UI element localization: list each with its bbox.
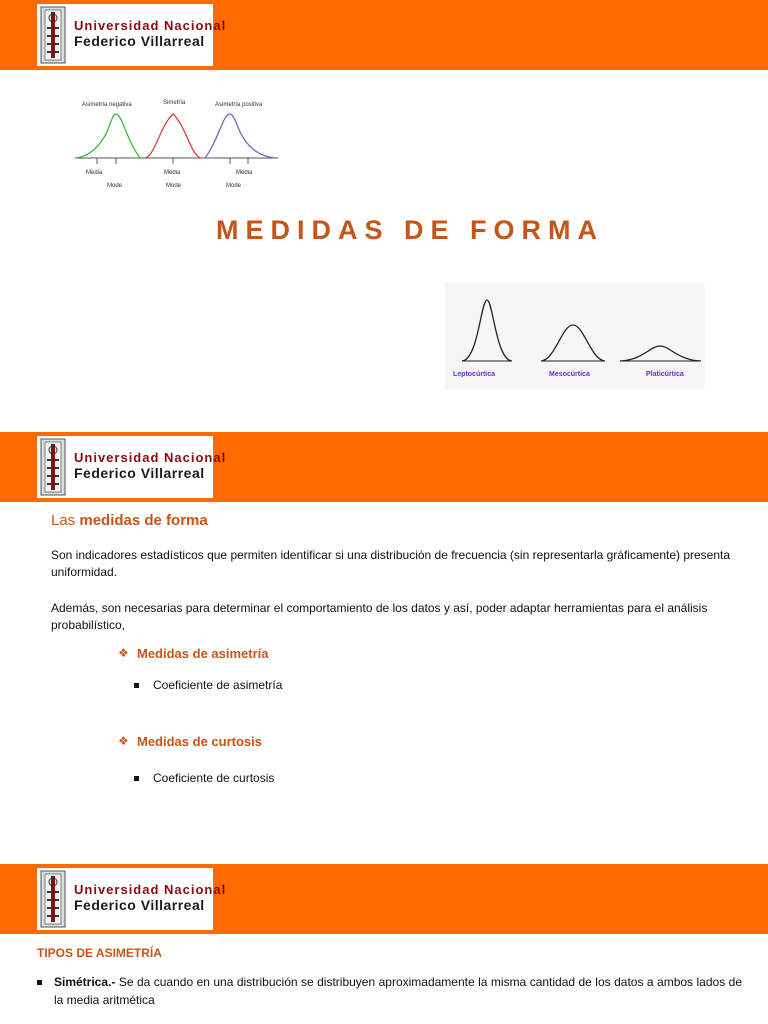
logo-line-2: Federico Villarreal (74, 33, 205, 49)
subheading-asymmetry: Medidas de asimetría (137, 646, 269, 661)
label-media-2: Media (164, 170, 181, 176)
diamond-bullet-icon: ❖ (118, 646, 129, 660)
square-bullet-icon (37, 980, 42, 985)
term-definition: Se da cuando en una distribución se distribuyen aproximadamente la misma cantidad de los datos a ambos lados de la media aritmética (54, 975, 742, 1007)
section-heading (51, 512, 208, 529)
item-asymmetry-coefficient: Coeficiente de asimetría (153, 678, 283, 692)
logo-line-1: Universidad Nacional (74, 450, 227, 465)
paragraph-definition: Son indicadores estadísticos que permiten identificar si una distribución de frecuencia (sin representarla gráficamente) presenta uniformidad. (51, 548, 731, 579)
crest-icon (40, 438, 66, 496)
label-media-1: Media (86, 170, 103, 176)
square-bullet-icon (134, 776, 139, 781)
label-platykurtic: Platicúrtica (646, 371, 684, 378)
label-media-3: Media (236, 170, 253, 176)
logo-line-1: Universidad Nacional (74, 18, 227, 33)
label-symmetric: Simetría (163, 100, 186, 106)
crest-icon (40, 6, 66, 64)
label-mesokurtic: Mesocúrtica (549, 371, 590, 378)
kurtosis-figure (445, 282, 705, 390)
label-mode-3: Mode (226, 183, 242, 189)
negative-skew-curve (76, 114, 140, 158)
diamond-bullet-icon: ❖ (118, 734, 129, 748)
slide-header (0, 432, 768, 502)
mesokurtic-curve (541, 325, 605, 361)
subheading-kurtosis: Medidas de curtosis (137, 734, 262, 749)
university-logo (37, 4, 227, 66)
label-mode-1: Mode (107, 183, 123, 189)
label-positive: Asimetría positiva (215, 102, 263, 108)
slide-2 (0, 432, 768, 846)
leptokurtic-curve (462, 300, 512, 361)
term-symmetric: Simétrica.- (54, 975, 116, 989)
square-bullet-icon (134, 683, 139, 688)
symmetric-definition (54, 973, 742, 1009)
logo-line-2: Federico Villarreal (74, 897, 205, 913)
paragraph-purpose: Además, son necesarias para determinar el comportamiento de los datos y así, poder adaptar herramientas para el análisis probabilístico, (51, 601, 708, 632)
item-kurtosis-coefficient: Coeficiente de curtosis (153, 771, 275, 785)
slide-header (0, 0, 768, 70)
heading-prefix: Las (51, 512, 80, 529)
slide-header (0, 864, 768, 934)
logo-line-2: Federico Villarreal (74, 465, 205, 481)
heading-bold: medidas de forma (79, 512, 208, 529)
university-logo (37, 868, 227, 930)
platykurtic-curve (620, 346, 701, 361)
crest-icon (40, 870, 66, 928)
label-negative: Asimetría negativa (82, 102, 132, 108)
section-heading: TIPOS DE ASIMETRÍA (37, 946, 162, 960)
slide-1 (0, 0, 768, 414)
label-leptokurtic: Leptocúrtica (453, 371, 496, 378)
asymmetry-figure (70, 96, 285, 201)
university-logo (37, 436, 227, 498)
slide-title: MEDIDAS DE FORMA (216, 215, 604, 245)
slide-3 (0, 864, 768, 1024)
positive-skew-curve (205, 114, 275, 158)
label-mode-2: Mode (166, 183, 182, 189)
symmetric-curve (145, 114, 201, 158)
logo-line-1: Universidad Nacional (74, 882, 227, 897)
